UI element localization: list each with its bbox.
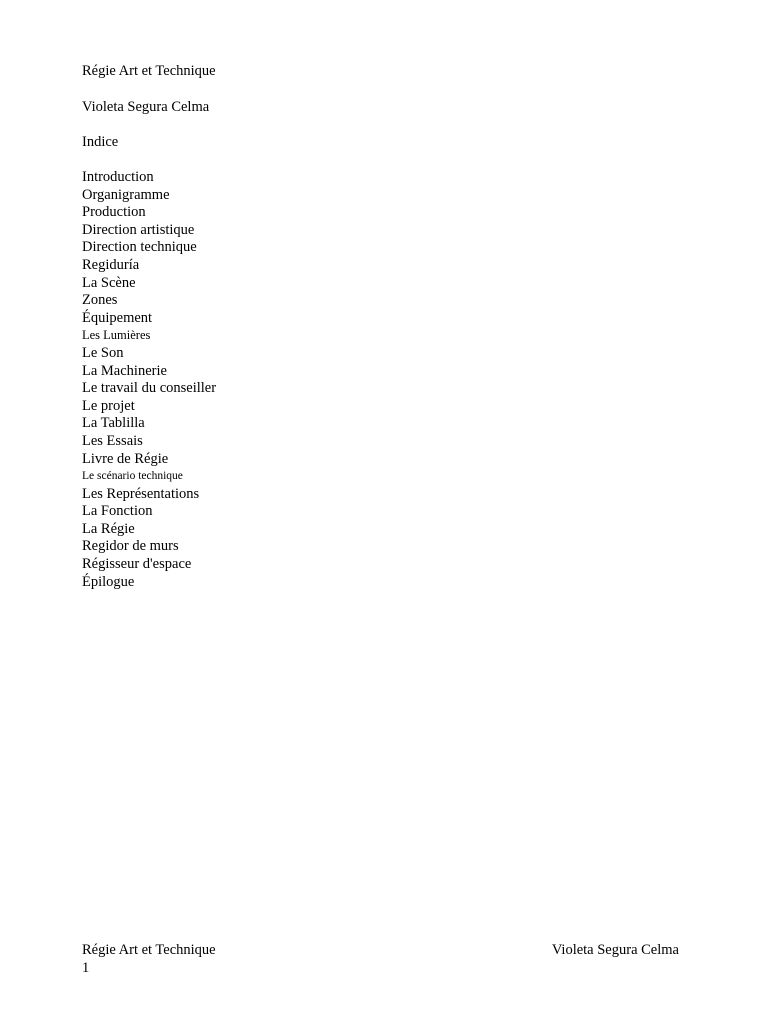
footer-author: Violeta Segura Celma bbox=[551, 942, 679, 958]
toc-entry: La Tablilla bbox=[82, 415, 145, 432]
page-number: 1 bbox=[82, 960, 90, 976]
toc-entry: Livre de Régie bbox=[82, 450, 169, 467]
toc-entry: La Régie bbox=[82, 520, 135, 537]
toc-entry: La Scène bbox=[82, 274, 136, 291]
document-title: Régie Art et Technique bbox=[82, 63, 216, 79]
toc-entry: Direction technique bbox=[82, 239, 197, 256]
toc-entry: La Fonction bbox=[82, 503, 153, 520]
toc-entry: Production bbox=[82, 204, 146, 221]
author-name: Violeta Segura Celma bbox=[82, 99, 210, 115]
toc-entry: Organigramme bbox=[82, 186, 170, 203]
toc-entry: Équipement bbox=[82, 309, 153, 326]
footer-title: Régie Art et Technique bbox=[82, 942, 216, 958]
toc-entry: Le Son bbox=[82, 344, 124, 361]
toc-entry: Regiduría bbox=[82, 256, 140, 273]
toc-entry: Le scénario technique bbox=[82, 470, 183, 483]
toc-entry: Introduction bbox=[82, 169, 154, 185]
toc-entry: Zones bbox=[82, 292, 118, 309]
toc-entry: Regidor de murs bbox=[82, 538, 179, 555]
toc-entry: Direction artistique bbox=[82, 221, 195, 238]
toc-entry: Épilogue bbox=[82, 573, 135, 590]
toc-entry: Les Représentations bbox=[82, 485, 200, 502]
toc-entry: Les Essais bbox=[82, 432, 143, 449]
index-heading: Indice bbox=[82, 134, 119, 150]
toc-entry: Les Lumières bbox=[82, 328, 151, 343]
table-of-contents bbox=[82, 169, 216, 591]
toc-entry: La Machinerie bbox=[82, 362, 167, 379]
toc-entry: Le projet bbox=[82, 397, 135, 414]
toc-entry: Le travail du conseiller bbox=[82, 380, 217, 397]
toc-entry: Régisseur d'espace bbox=[82, 556, 192, 573]
